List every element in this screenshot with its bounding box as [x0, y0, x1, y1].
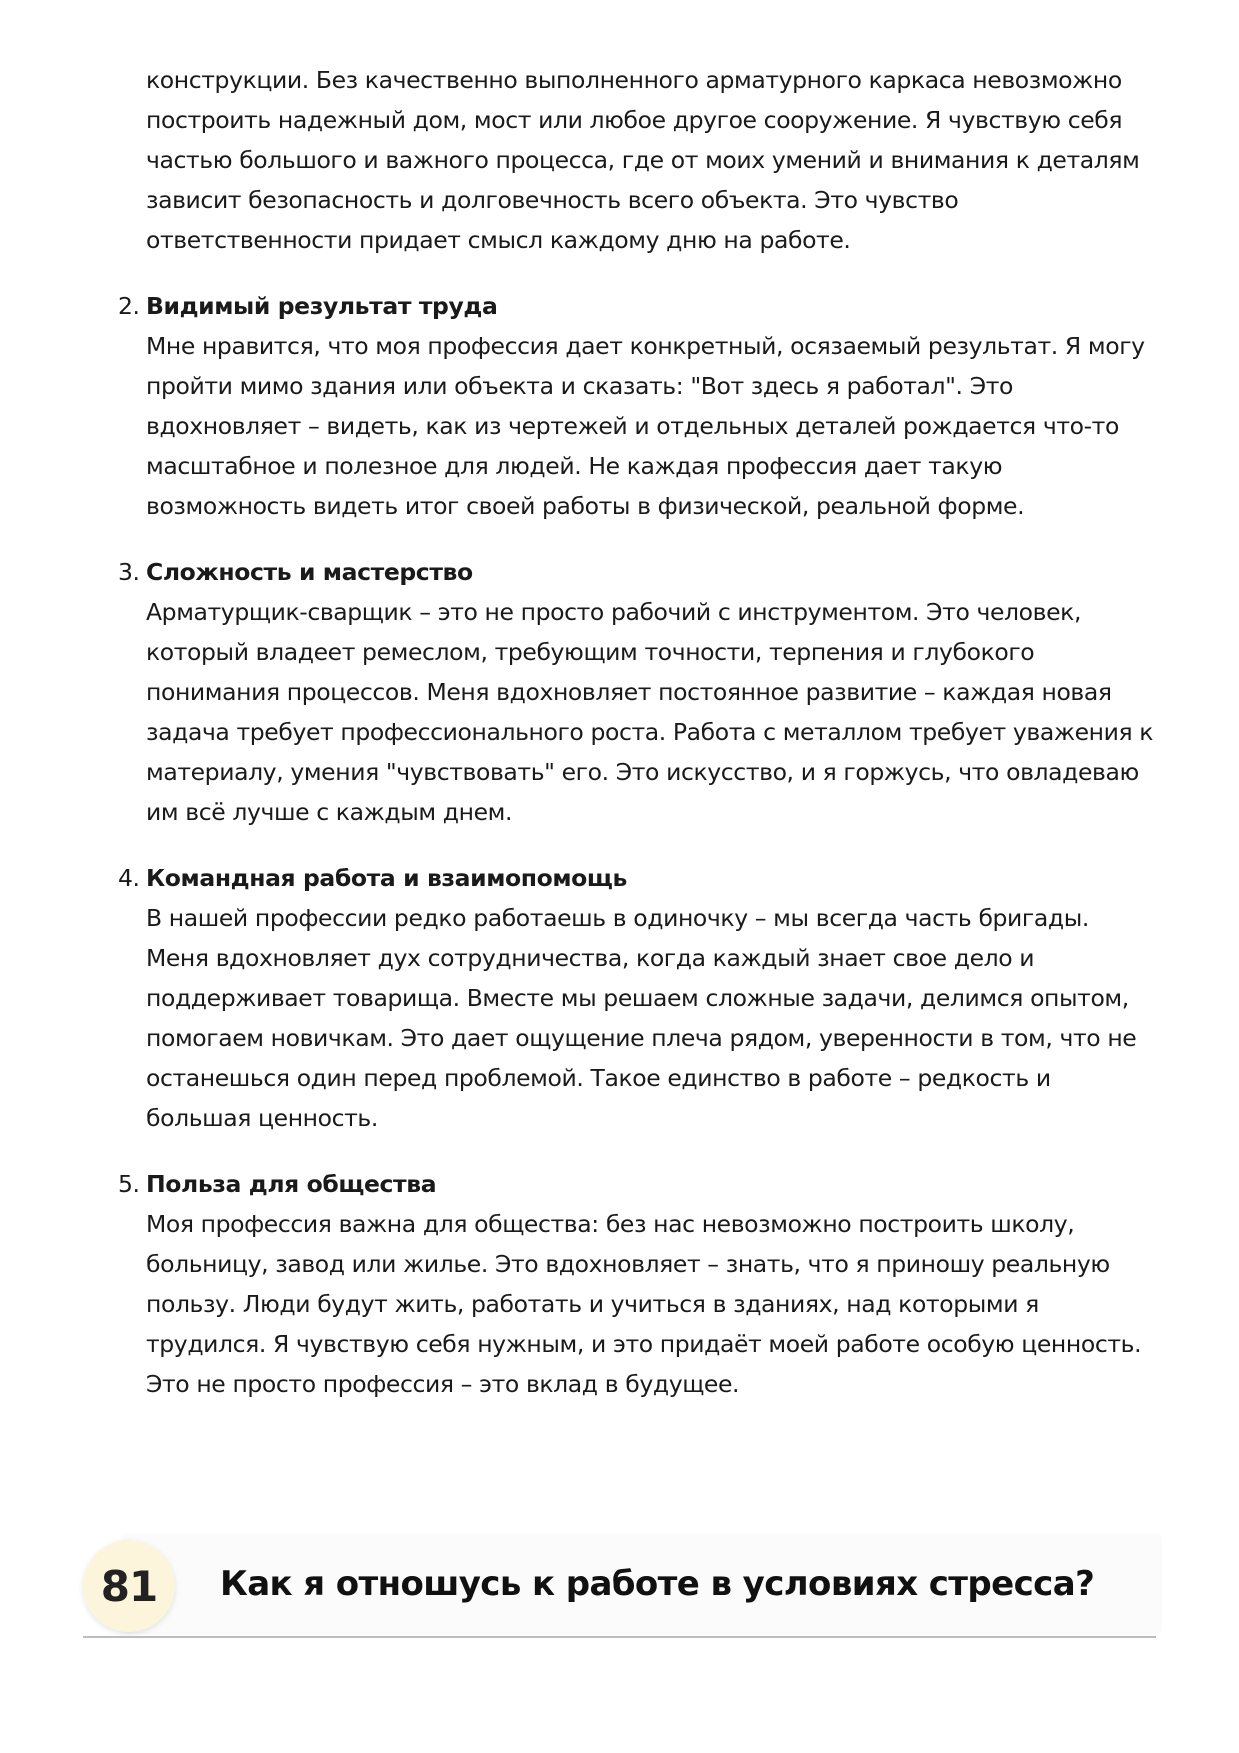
list-item-title: Видимый результат труда — [146, 292, 498, 320]
document-body — [118, 60, 1156, 1404]
list-item-number: 3. — [118, 558, 140, 586]
list-item-title: Командная работа и взаимопомощь — [146, 864, 627, 892]
list-item — [118, 552, 1156, 832]
list-item-body: В нашей профессии редко работаешь в одиночку – мы всегда часть бригады. Меня вдохновляет дух сотрудничества, когда каждый знает свое дело и поддерживает товарища. Вместе мы решаем сложные задачи, делимся опытом, помогаем новичкам. Это дает ощущение плеча рядом, уверенности в том, что не останешься один перед проблемой. Такое единство в работе – редкость и большая ценность. — [146, 904, 1137, 1132]
list-item-body: Арматурщик-сварщик – это не просто рабочий с инструментом. Это человек, который владеет ремеслом, требующим точности, терпения и глубокого понимания процессов. Меня вдохновляет постоянное развитие – каждая новая задача требует профессионального роста. Работа с металлом требует уважения к материалу, умения "чувствовать" его. Это искусство, и я горжусь, что овладеваю им всё лучше с каждым днем. — [146, 598, 1154, 826]
list-item-body: Моя профессия важна для общества: без нас невозможно построить школу, больницу, завод или жилье. Это вдохновляет – знать, что я приношу реальную пользу. Люди будут жить, работать и учиться в зданиях, над которыми я трудился. Я чувствую себя нужным, и это придаёт моей работе особую ценность. Это не просто профессия – это вклад в будущее. — [146, 1210, 1142, 1398]
list-item-number: 5. — [118, 1170, 140, 1198]
list-item-number: 2. — [118, 292, 140, 320]
list-item-title: Польза для общества — [146, 1170, 437, 1198]
section-header — [83, 1520, 1160, 1638]
section-divider — [83, 1636, 1156, 1638]
list-item-title: Сложность и мастерство — [146, 558, 473, 586]
numbered-list — [118, 286, 1156, 1404]
list-item — [118, 1164, 1156, 1404]
section-number-badge: 81 — [83, 1540, 175, 1632]
list-item — [118, 286, 1156, 526]
section-title: Как я отношусь к работе в условиях стресса? — [220, 1564, 1095, 1604]
list-item-number: 4. — [118, 864, 140, 892]
list-item — [118, 858, 1156, 1138]
list-item-body: Мне нравится, что моя профессия дает конкретный, осязаемый результат. Я могу пройти мимо здания или объекта и сказать: "Вот здесь я работал". Это вдохновляет – видеть, как из чертежей и отдельных деталей рождается что-то масштабное и полезное для людей. Не каждая профессия дает такую возможность видеть итог своей работы в физической, реальной форме. — [146, 332, 1145, 520]
intro-paragraph: конструкции. Без качественно выполненного арматурного каркаса невозможно построить надежный дом, мост или любое другое сооружение. Я чувствую себя частью большого и важного процесса, где от моих умений и внимания к деталям зависит безопасность и долговечность всего объекта. Это чувство ответственности придает смысл каждому дню на работе. — [146, 66, 1140, 254]
